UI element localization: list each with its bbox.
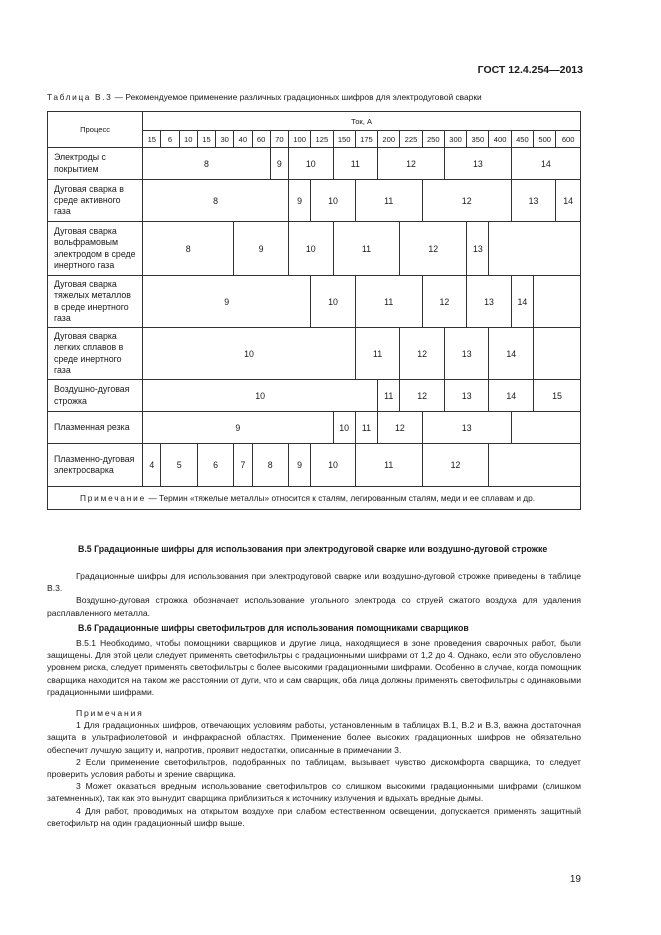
section-b5-title: В.5 Градационные шифры для использования при электродуговой сварке или воздушно-дуговой строжке <box>78 544 548 554</box>
table-caption-text: — Рекомендуемое применение различных градационных шифров для электродуговой сварки <box>112 92 482 102</box>
current-value: 175 <box>355 131 377 148</box>
current-value: 100 <box>288 131 310 148</box>
table-caption <box>47 92 482 102</box>
table-row <box>48 328 581 380</box>
shade-cell <box>489 222 581 276</box>
shade-cell: 12 <box>378 148 445 180</box>
current-value: 225 <box>400 131 422 148</box>
shade-cell: 15 <box>534 380 581 412</box>
current-value: 10 <box>179 131 197 148</box>
shade-cell: 4 <box>143 444 161 487</box>
shade-cell: 7 <box>234 444 252 487</box>
shade-cell: 12 <box>422 180 511 222</box>
document-header: ГОСТ 12.4.254—2013 <box>477 64 583 76</box>
process-name: Плазменно-дуговая электросварка <box>48 444 143 487</box>
shade-cell: 5 <box>161 444 197 487</box>
table-row <box>48 380 581 412</box>
shade-cell: 13 <box>444 328 489 380</box>
shade-cell: 10 <box>311 276 356 328</box>
shade-cell: 12 <box>400 222 467 276</box>
shade-cell: 10 <box>311 180 356 222</box>
shade-cell: 10 <box>288 222 333 276</box>
process-name: Дуговая сварка тяжелых металлов в среде инертного газа <box>48 276 143 328</box>
table-row <box>48 222 581 276</box>
paragraph: Воздушно-дуговая строжка обозначает использование угольного электрода со струей сжатого воздуха для удаления расплавленного металла. <box>47 595 581 618</box>
table-caption-label: Таблица В.3 <box>47 92 113 102</box>
section-b5-body <box>47 570 581 619</box>
table-row <box>48 148 581 180</box>
current-value: 450 <box>511 131 533 148</box>
shade-cell: 13 <box>511 180 556 222</box>
shade-cell <box>511 412 580 444</box>
shade-cell: 11 <box>333 222 400 276</box>
paragraph: Градационные шифры для использования при электродуговой сварке или воздушно-дуговой строжке приведены в таблице В.3. <box>47 571 581 594</box>
section-b6-body <box>47 637 581 698</box>
shade-cell <box>489 444 581 487</box>
process-name: Дуговая сварка вольфрамовым электродом в среде инертного газа <box>48 222 143 276</box>
table-row <box>48 276 581 328</box>
shade-cell <box>534 328 581 380</box>
table-note-text: — Термин «тяжелые металлы» относится к сталям, легированным сталям, меди и ее сплавам и др. <box>146 493 536 503</box>
shade-cell: 13 <box>467 222 489 276</box>
table-row <box>48 444 581 487</box>
process-name: Плазменная резка <box>48 412 143 444</box>
current-value: 250 <box>422 131 444 148</box>
shade-cell: 9 <box>143 276 311 328</box>
shade-cell: 9 <box>288 180 310 222</box>
current-value: 60 <box>252 131 270 148</box>
shade-cell: 10 <box>333 412 355 444</box>
shade-table <box>47 111 581 510</box>
shade-cell: 10 <box>143 380 378 412</box>
current-value: 6 <box>161 131 179 148</box>
note-3: 3 Может оказаться вредным использование светофильтров со слишком высокими градационными шифрами (слишком затемненных), так как это вынудит сварщика приблизиться к источнику излучения и вдыхать вредные дымы. <box>47 781 581 804</box>
shade-cell: 10 <box>311 444 356 487</box>
note-1: 1 Для градационных шифров, отвечающих условиям работы, установленным в таблицах В.1, В.2 и В.3, важна достаточная защита в ультрафиолетовой и инфракрасной областях. Применение более высоких градационных шифров не обязательно обеспечит лучшую защиту и, напротив, проявит недостатки, описанные в примечании 3. <box>47 720 581 755</box>
shade-cell: 11 <box>355 444 422 487</box>
current-value: 70 <box>270 131 288 148</box>
shade-cell: 12 <box>400 328 445 380</box>
shade-cell: 14 <box>556 180 581 222</box>
shade-cell <box>534 276 581 328</box>
current-value: 15 <box>197 131 215 148</box>
section-b6-title: В.6 Градационные шифры светофильтров для использования помощниками сварщиков <box>78 623 469 633</box>
current-value: 40 <box>234 131 252 148</box>
shade-cell: 11 <box>333 148 378 180</box>
paragraph: В.5.1 Необходимо, чтобы помощники сварщиков и другие лица, находящиеся в зоне проведения сварочных работ, были защищены. Для этой цели следует применять светофильтры с градационными шифрами от 1,2 до 4. Однако, если это обусловлено уровнем риска, следует применять светофильтры с более высокими градационными шифрами. Особенно в случае, когда помощник сварщика находится на таком же расстоянии от дуги, что и сам сварщик, оба лица должны применять светофильтры с одинаковыми градационными шифрами. <box>47 638 581 697</box>
notes-title <box>47 707 581 719</box>
shade-cell: 6 <box>197 444 233 487</box>
current-value: 150 <box>333 131 355 148</box>
shade-cell: 11 <box>355 180 422 222</box>
shade-cell: 13 <box>467 276 512 328</box>
process-name: Воздушно-дуговая строжка <box>48 380 143 412</box>
current-value: 600 <box>556 131 581 148</box>
process-name: Дуговая сварка легких сплавов в среде инертного газа <box>48 328 143 380</box>
shade-cell: 13 <box>422 412 511 444</box>
shade-cell: 9 <box>288 444 310 487</box>
table-row <box>48 180 581 222</box>
notes-title-text: Примечания <box>76 708 144 718</box>
shade-cell: 12 <box>422 276 467 328</box>
shade-cell: 10 <box>288 148 333 180</box>
shade-cell: 12 <box>400 380 445 412</box>
table-note <box>48 487 581 510</box>
current-value: 400 <box>489 131 511 148</box>
table-row <box>48 412 581 444</box>
current-value: 200 <box>378 131 400 148</box>
shade-cell: 14 <box>511 148 580 180</box>
notes-block <box>47 707 581 829</box>
shade-cell: 11 <box>378 380 400 412</box>
shade-cell: 8 <box>252 444 288 487</box>
current-value: 300 <box>444 131 466 148</box>
page-number: 19 <box>569 874 581 885</box>
shade-cell: 14 <box>489 328 534 380</box>
note-4: 4 Для работ, проводимых на открытом воздухе при слабом естественном освещении, допускается применять защитный светофильтр на один градационный шифр выше. <box>47 805 581 828</box>
shade-cell: 8 <box>143 180 289 222</box>
current-value: 500 <box>534 131 556 148</box>
shade-cell: 11 <box>355 412 377 444</box>
process-header: Процесс <box>48 112 143 148</box>
current-value: 15 <box>143 131 161 148</box>
shade-cell: 9 <box>270 148 288 180</box>
table-note-label: Примечание <box>80 493 147 503</box>
current-value: 30 <box>216 131 234 148</box>
shade-cell: 11 <box>355 276 422 328</box>
process-name: Электроды с покрытием <box>48 148 143 180</box>
current-value: 125 <box>311 131 333 148</box>
shade-cell: 9 <box>234 222 289 276</box>
shade-cell: 9 <box>143 412 333 444</box>
shade-cell: 14 <box>511 276 533 328</box>
shade-cell: 13 <box>444 380 489 412</box>
shade-cell: 11 <box>355 328 400 380</box>
table-note-row <box>48 487 581 510</box>
shade-cell: 12 <box>422 444 489 487</box>
shade-cell: 13 <box>444 148 511 180</box>
current-value: 350 <box>467 131 489 148</box>
current-header: Ток, А <box>143 112 581 131</box>
shade-cell: 8 <box>143 148 271 180</box>
note-2: 2 Если применение светофильтров, подобранных по таблицам, вызывает чувство дискомфорта сварщика, то следует проверить условия работы и зрение сварщика. <box>47 756 581 780</box>
shade-cell: 10 <box>143 328 356 380</box>
shade-cell: 14 <box>489 380 534 412</box>
shade-cell: 12 <box>378 412 423 444</box>
process-name: Дуговая сварка в среде активного газа <box>48 180 143 222</box>
shade-cell: 8 <box>143 222 234 276</box>
